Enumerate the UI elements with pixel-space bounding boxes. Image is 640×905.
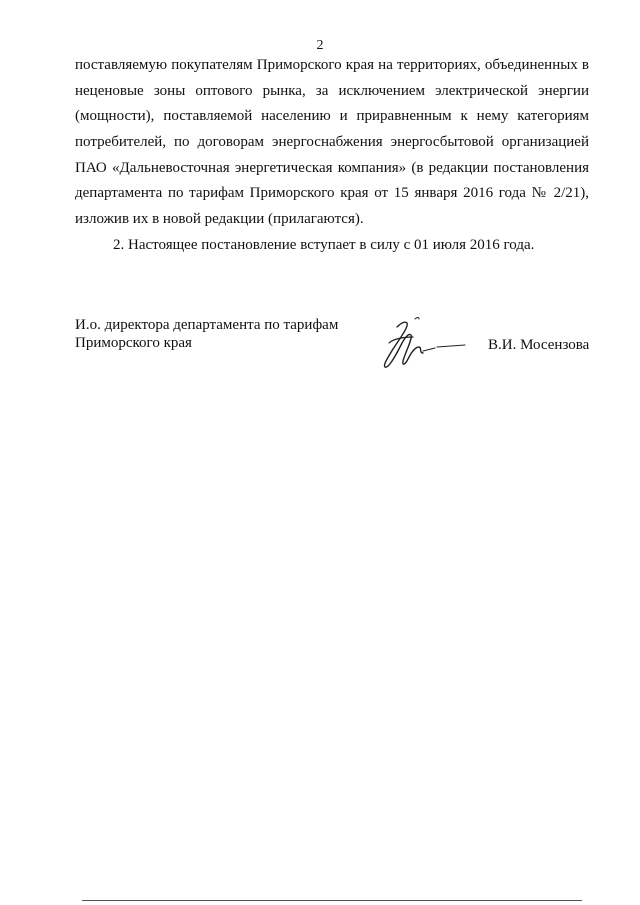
paragraph-1-line: ПАО «Дальневосточная энергетическая компания» (в редакции постановления (75, 160, 589, 176)
paragraph-1-line: департамента по тарифам Приморского края от 15 января 2016 года № 2/21), (75, 185, 589, 201)
paragraph-2: 2. Настоящее постановление вступает в силу с 01 июля 2016 года. (113, 237, 535, 253)
paragraph-1-line: поставляемую покупателям Приморского края на территориях, объединенных в (75, 57, 589, 73)
paragraph-1-line: изложив их в новой редакции (прилагаются). (75, 211, 364, 227)
signatory-title-line-1: И.о. директора департамента по тарифам (75, 317, 339, 333)
paragraph-1-line: неценовые зоны оптового рынка, за исключением электрической энергии (75, 83, 589, 99)
handwritten-signature (375, 313, 470, 373)
scan-edge-line (82, 900, 582, 901)
paragraph-1-line: (мощности), поставляемой населению и приравненным к нему категориям (75, 108, 589, 124)
signatory-title-line-2: Приморского края (75, 335, 192, 351)
signatory-name: В.И. Мосензова (488, 337, 590, 353)
page-number: 2 (316, 38, 324, 53)
paragraph-1-line: потребителей, по договорам энергоснабжения энергосбытовой организацией (75, 134, 589, 150)
